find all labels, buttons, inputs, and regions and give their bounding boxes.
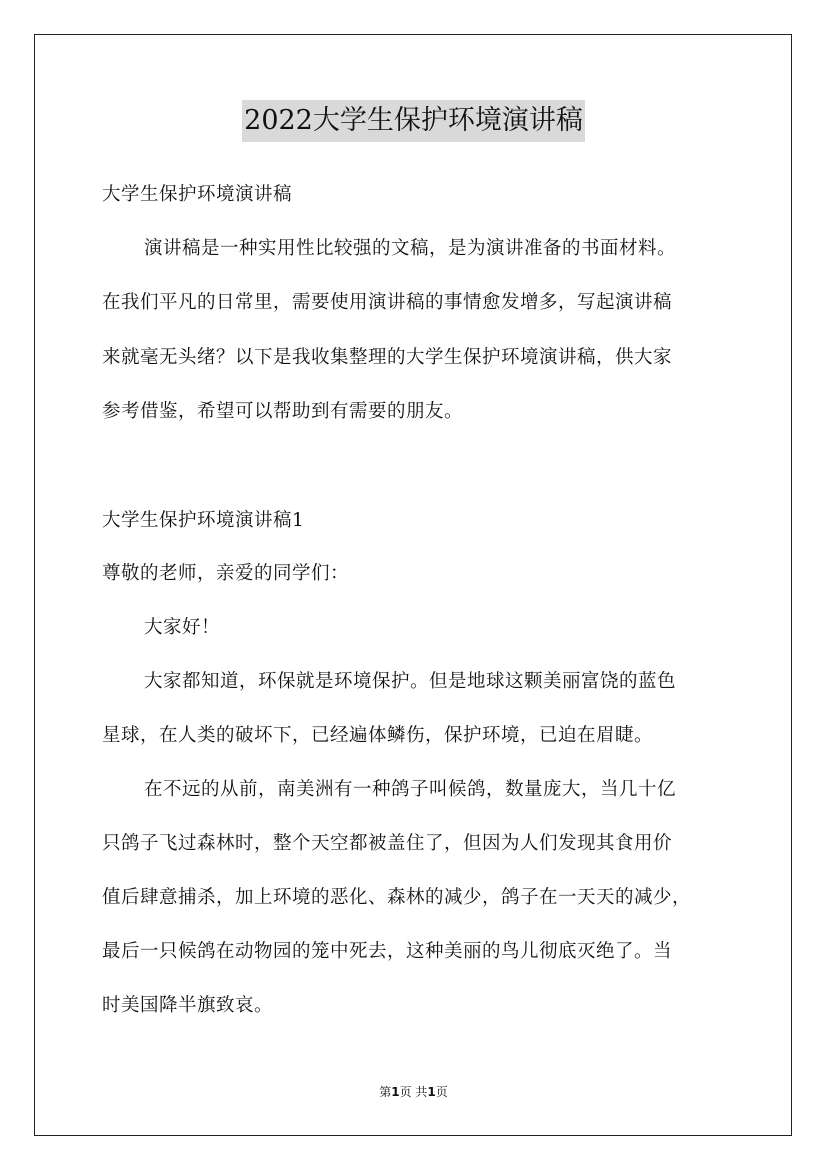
intro-line: 参考借鉴，希望可以帮助到有需要的朋友。	[102, 401, 464, 422]
footer-current-page: 1	[391, 1085, 400, 1099]
paragraph-line: 星球，在人类的破坏下，已经遍体鳞伤，保护环境，已迫在眉睫。	[102, 725, 654, 746]
title-wrap	[0, 100, 827, 142]
intro-line: 来就毫无头绪？以下是我收集整理的大学生保护环境演讲稿，供大家	[102, 347, 673, 368]
paragraph-line: 只鸽子飞过森林时，整个天空都被盖住了，但因为人们发现其食用价	[102, 833, 673, 854]
salutation: 尊敬的老师，亲爱的同学们：	[102, 563, 350, 584]
heading: 大学生保护环境演讲稿	[102, 184, 293, 205]
intro-line: 演讲稿是一种实用性比较强的文稿，是为演讲准备的书面材料。	[144, 238, 677, 259]
page-footer	[0, 1083, 827, 1100]
paragraph-line: 大家都知道，环保就是环境保护。但是地球这颗美丽富饶的蓝色	[144, 671, 677, 692]
footer-mid: 页 共	[399, 1085, 428, 1099]
document-title: 2022大学生保护环境演讲稿	[242, 100, 585, 142]
greeting: 大家好！	[144, 617, 221, 638]
footer-suffix: 页	[435, 1085, 448, 1099]
section-heading: 大学生保护环境演讲稿1	[102, 510, 305, 531]
paragraph-line: 时美国降半旗致哀。	[102, 995, 274, 1016]
footer-prefix: 第	[379, 1085, 392, 1099]
paragraph-line: 在不远的从前，南美洲有一种鸽子叫候鸽，数量庞大，当几十亿	[144, 779, 677, 800]
intro-line: 在我们平凡的日常里，需要使用演讲稿的事情愈发增多，写起演讲稿	[102, 292, 673, 313]
paragraph-line: 值后肆意捕杀，加上环境的恶化、森林的减少，鸽子在一天天的减少，	[102, 887, 692, 908]
footer-total-pages: 1	[427, 1085, 436, 1099]
paragraph-line: 最后一只候鸽在动物园的笼中死去，这种美丽的鸟儿彻底灭绝了。当	[102, 941, 673, 962]
